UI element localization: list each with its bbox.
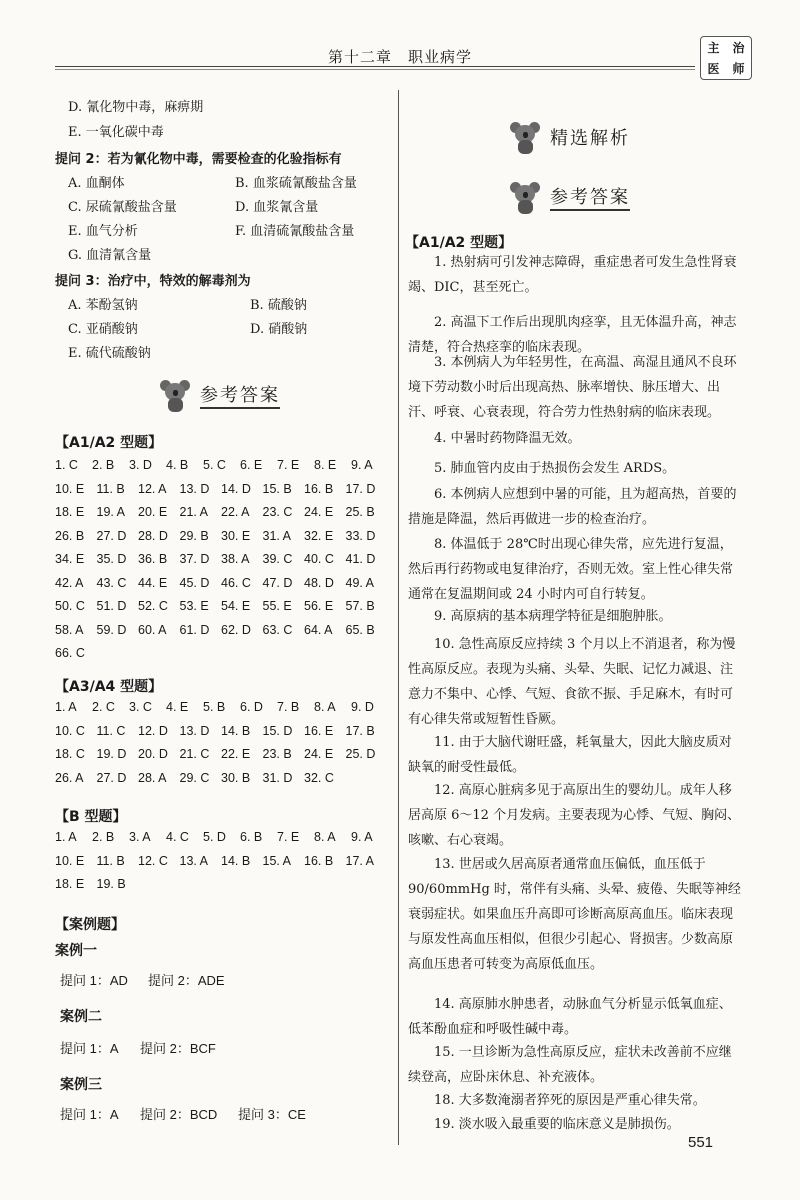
answer-cell: 9. A [351,458,373,472]
answer-cell: 41. D [345,552,376,566]
answer-cell: 32. C [304,770,334,785]
answer-cell: 38. A [221,552,250,566]
answer-cell: 14. B [221,723,251,738]
answer-cell: 22. E [221,747,251,761]
answer-cell: 23. B [262,747,292,761]
q2-option-f: F. 血清硫氰酸盐含量 [235,224,355,239]
answer-cell: 1. A [55,830,77,844]
koala-mascot-icon [510,120,540,154]
q2-title: 提问 2：若为氰化物中毒，需要检查的化验指标有 [55,152,342,167]
answer-cell: 11. C [96,723,126,738]
answer-row [55,576,387,590]
answer-cell: 28. A [138,770,167,785]
answer-cell: 19. D [96,747,127,761]
answer-cell: 55. E [262,599,292,613]
answer-cell: 3. D [129,458,152,472]
answer-cell: 16. B [304,481,334,496]
header-rule-secondary [55,69,695,70]
answer-cell: 51. D [96,599,127,613]
answer-cell: 62. D [221,622,251,637]
answer-cell: 3. A [129,830,151,844]
answer-cell: 24. E [304,505,334,519]
answer-cell: 15. A [262,853,291,868]
answer-cell: 36. B [138,552,168,566]
q1-option-e: E. 一氧化碳中毒 [68,125,164,140]
answer-cell: 66. C [55,646,85,660]
answer-row [55,830,388,844]
column-divider [398,90,399,1145]
explanation-4: 4. 中暑时药物降温无效。 [434,431,581,446]
answer-row [55,747,387,761]
answer-cell: 48. D [304,575,334,590]
answer-cell: 46. C [221,575,251,590]
answer-cell: 56. E [304,599,334,613]
explanation-15: 15. 一旦诊断为急性高原反应，症状未改善前不应继续登高，应卧床休息、补充液体。 [408,1045,732,1085]
answer-cell: 25. D [345,747,376,761]
q2-option-g: G. 血清氰含量 [68,248,152,263]
answer-cell: 12. A [138,481,167,496]
answer-cell: 50. C [55,599,85,613]
answer-cell: 13. A [179,853,208,868]
answer-cell: 10. E [55,853,85,868]
answer-cell: 8. E [314,458,337,472]
answer-cell: 29. B [179,528,209,543]
analysis-banner [510,120,630,154]
case-1-answer-1: 提问 1：AD [60,973,128,988]
koala-mascot-icon [510,180,540,214]
a1a2-heading-left: 【A1/A2 型题】 [55,435,163,451]
a3a4-heading: 【A3/A4 型题】 [55,679,163,695]
answer-cell: 14. B [221,853,251,868]
answer-cell: 42. A [55,575,84,590]
answer-cell: 6. D [240,700,263,714]
answer-cell: 27. D [96,528,127,543]
answer-cell: 33. D [345,528,376,543]
answer-cell: 52. C [138,599,168,613]
a1a2-heading-right: 【A1/A2 型题】 [405,235,513,251]
case-heading: 【案例题】 [55,917,125,933]
analysis-heading: 精选解析 [550,128,630,149]
explanation-12: 12. 高原心脏病多见于高原出生的婴幼儿。成年人移居高原 6～12 个月发病。主要表现为心悸、气短、胸闷、咳嗽、右心衰竭。 [408,783,741,848]
explanation-18: 18. 大多数淹溺者猝死的原因是严重心律失常。 [434,1093,706,1108]
answer-cell: 60. A [138,622,167,637]
answer-cell: 23. C [262,505,293,519]
answer-cell: 37. D [179,552,210,566]
explanation-8: 8. 体温低于 28℃时出现心律失常，应先进行复温，然后再行药物或电复律治疗，否则无效。室上性心律失常通常在复温期间或 24 小时内可自行转复。 [408,537,734,602]
q3-option-c: C. 亚硝酸钠 [68,322,138,337]
answer-cell: 27. D [96,770,127,785]
koala-mascot-icon [160,378,190,412]
answer-row [55,854,387,868]
answers-heading-right: 参考答案 [550,183,630,211]
answers-heading: 参考答案 [200,381,280,409]
answer-cell: 14. D [221,481,251,496]
answer-cell: 65. B [345,622,375,637]
answer-row [55,877,138,891]
answer-cell: 57. B [345,599,375,613]
answer-cell: 44. E [138,575,168,590]
answer-cell: 7. E [277,830,300,844]
answer-row [55,529,387,543]
answer-cell: 5. B [203,700,226,714]
case-3-title: 案例三 [60,1077,102,1093]
answer-cell: 16. B [304,853,334,868]
answer-cell: 18. C [55,747,85,761]
answer-row [55,646,97,660]
explanation-9: 9. 高原病的基本病理学特征是细胞肿胀。 [434,609,672,624]
series-logo: 主 治 医 师 [700,36,752,80]
answer-cell: 61. D [179,622,210,637]
q3-option-e: E. 硫代硫酸钠 [68,346,151,361]
answer-cell: 26. A [55,770,84,785]
answer-cell: 13. D [179,481,210,496]
answer-cell: 12. C [138,853,168,868]
q3-option-a: A. 苯酚氢钠 [68,298,138,313]
case-2-answer-1: 提问 1：A [60,1041,119,1056]
answer-cell: 30. E [221,528,251,543]
explanation-13: 13. 世居或久居高原者通常血压偏低，血压低于 90/60mmHg 时，常伴有头痛、头晕、疲倦、失眠等神经衰弱症状。如果血压升高即可诊断高原高血压。临床表现与原发性高血压相似，但很少引起心、肾损害。少数高原高血压患者可转变为高原低血压。 [408,857,741,972]
answer-cell: 24. E [304,747,334,761]
answer-cell: 2. B [92,458,115,472]
explanation-14: 14. 高原肺水肿患者，动脉血气分析显示低氧血症、低苯酚血症和呼吸性碱中毒。 [408,997,732,1037]
answer-cell: 19. A [96,505,125,519]
answer-row [55,700,388,714]
case-1-answer-2: 提问 2：ADE [148,973,225,988]
explanation-6: 6. 本例病人应想到中暑的可能，且为超高热，首要的措施是降温，然后再做进一步的检查治疗。 [408,487,737,527]
answer-cell: 5. D [203,830,226,844]
answer-cell: 9. D [351,700,374,714]
answer-cell: 7. B [277,700,300,714]
answer-cell: 9. A [351,830,373,844]
answer-cell: 39. C [262,552,293,566]
answer-cell: 16. E [304,723,334,738]
case-3-answer-1: 提问 1：A [60,1107,119,1122]
explanation-3: 3. 本例病人为年轻男性，在高温、高湿且通风不良环境下劳动数小时后出现高热、脉率增快、脉压增大、出汗、呼衰、心衰表现，符合劳力性热射病的临床表现。 [408,355,737,420]
b-heading: 【B 型题】 [55,809,127,825]
answer-cell: 30. B [221,770,251,785]
explanation-11: 11. 由于大脑代谢旺盛，耗氧量大，因此大脑皮质对缺氧的耐受性最低。 [408,735,732,775]
answer-cell: 17. B [345,723,375,738]
q3-option-b: B. 硫酸钠 [250,298,307,313]
answer-cell: 34. E [55,552,85,566]
answer-cell: 13. D [179,723,210,738]
q2-option-c: C. 尿硫氰酸盐含量 [68,200,177,215]
q2-option-a: A. 血酮体 [68,176,125,191]
case-3-answer-2: 提问 2：BCD [140,1107,218,1122]
answers-banner-left [160,378,280,412]
chapter-title: 第十二章 职业病学 [327,48,472,66]
case-3-answer-3: 提问 3：CE [238,1107,306,1122]
answer-cell: 21. A [179,505,208,519]
explanation-10: 10. 急性高原反应持续 3 个月以上不消退者，称为慢性高原反应。表现为头痛、头晕、失眠、记忆力减退、注意力不集中、心悸、气短、食欲不振、手足麻木，有时可有心律失常或短暂性昏厥。 [408,637,736,727]
answer-cell: 64. A [304,622,333,637]
answer-cell: 17. D [345,481,376,496]
q2-option-d: D. 血浆氰含量 [235,200,319,215]
answer-cell: 10. E [55,481,85,496]
q1-option-d: D. 氰化物中毒，麻痹期 [68,100,204,115]
case-1-title: 案例一 [55,943,97,959]
q3-option-d: D. 硝酸钠 [250,322,308,337]
answer-row [55,599,387,613]
answer-row [55,552,387,566]
answer-cell: 45. D [179,575,210,590]
answer-row [55,505,387,519]
answer-cell: 22. A [221,505,250,519]
answer-cell: 54. E [221,599,251,613]
answer-cell: 28. D [138,528,168,543]
answer-cell: 15. B [262,481,292,496]
answer-cell: 17. A [345,853,374,868]
answer-cell: 58. A [55,622,84,637]
answer-cell: 49. A [345,575,374,590]
answer-row [55,724,387,738]
answer-cell: 2. B [92,830,115,844]
answer-cell: 15. D [262,723,293,738]
answer-cell: 6. E [240,458,263,472]
explanation-5: 5. 肺血管内皮由于热损伤会发生 ARDS。 [434,461,676,476]
case-2-answer-2: 提问 2：BCF [140,1041,216,1056]
answer-cell: 1. C [55,458,78,472]
answer-cell: 19. B [96,877,126,891]
answer-cell: 11. B [96,853,125,868]
header-rule [55,66,695,67]
answer-cell: 59. D [96,622,127,637]
answer-cell: 12. D [138,723,168,738]
answer-cell: 18. E [55,877,85,891]
q2-option-b: B. 血浆硫氰酸盐含量 [235,176,357,191]
answer-cell: 32. E [304,528,334,543]
answer-cell: 20. E [138,505,168,519]
answer-cell: 4. C [166,830,189,844]
answer-cell: 8. A [314,830,336,844]
answer-row [55,458,388,472]
answers-banner-right [510,180,630,214]
answer-cell: 31. D [262,770,293,785]
answer-cell: 3. C [129,700,152,714]
q3-title: 提问 3：治疗中，特效的解毒剂为 [55,274,251,289]
answer-row [55,623,387,637]
answer-cell: 1. A [55,700,77,714]
answer-cell: 10. C [55,723,85,738]
page-number: 551 [688,1134,714,1151]
explanation-19: 19. 淡水吸入最重要的临床意义是肺损伤。 [434,1117,680,1132]
answer-cell: 11. B [96,481,125,496]
q2-option-e: E. 血气分析 [68,224,138,239]
answer-cell: 20. D [138,747,168,761]
answer-cell: 26. B [55,528,85,543]
answer-cell: 43. C [96,575,127,590]
answer-cell: 8. A [314,700,336,714]
answer-cell: 2. C [92,700,115,714]
answer-cell: 21. C [179,747,210,761]
answer-cell: 4. B [166,458,189,472]
answer-cell: 31. A [262,528,291,543]
answer-cell: 5. C [203,458,226,472]
explanation-2: 2. 高温下工作后出现肌肉痉挛，且无体温升高，神志清楚，符合热痉挛的临床表现。 [408,315,737,355]
answer-row [55,771,346,785]
answer-cell: 40. C [304,552,334,566]
answer-cell: 35. D [96,552,127,566]
answer-row [55,482,387,496]
answer-cell: 53. E [179,599,209,613]
answer-cell: 7. E [277,458,300,472]
answer-cell: 47. D [262,575,293,590]
answer-cell: 63. C [262,622,293,637]
answer-cell: 6. B [240,830,263,844]
answer-cell: 25. B [345,505,375,519]
answer-cell: 18. E [55,505,85,519]
explanation-1: 1. 热射病可引发神志障碍，重症患者可发生急性肾衰竭、DIC，甚至死亡。 [408,255,737,295]
case-2-title: 案例二 [60,1009,102,1025]
answer-cell: 29. C [179,770,210,785]
answer-cell: 4. E [166,700,189,714]
